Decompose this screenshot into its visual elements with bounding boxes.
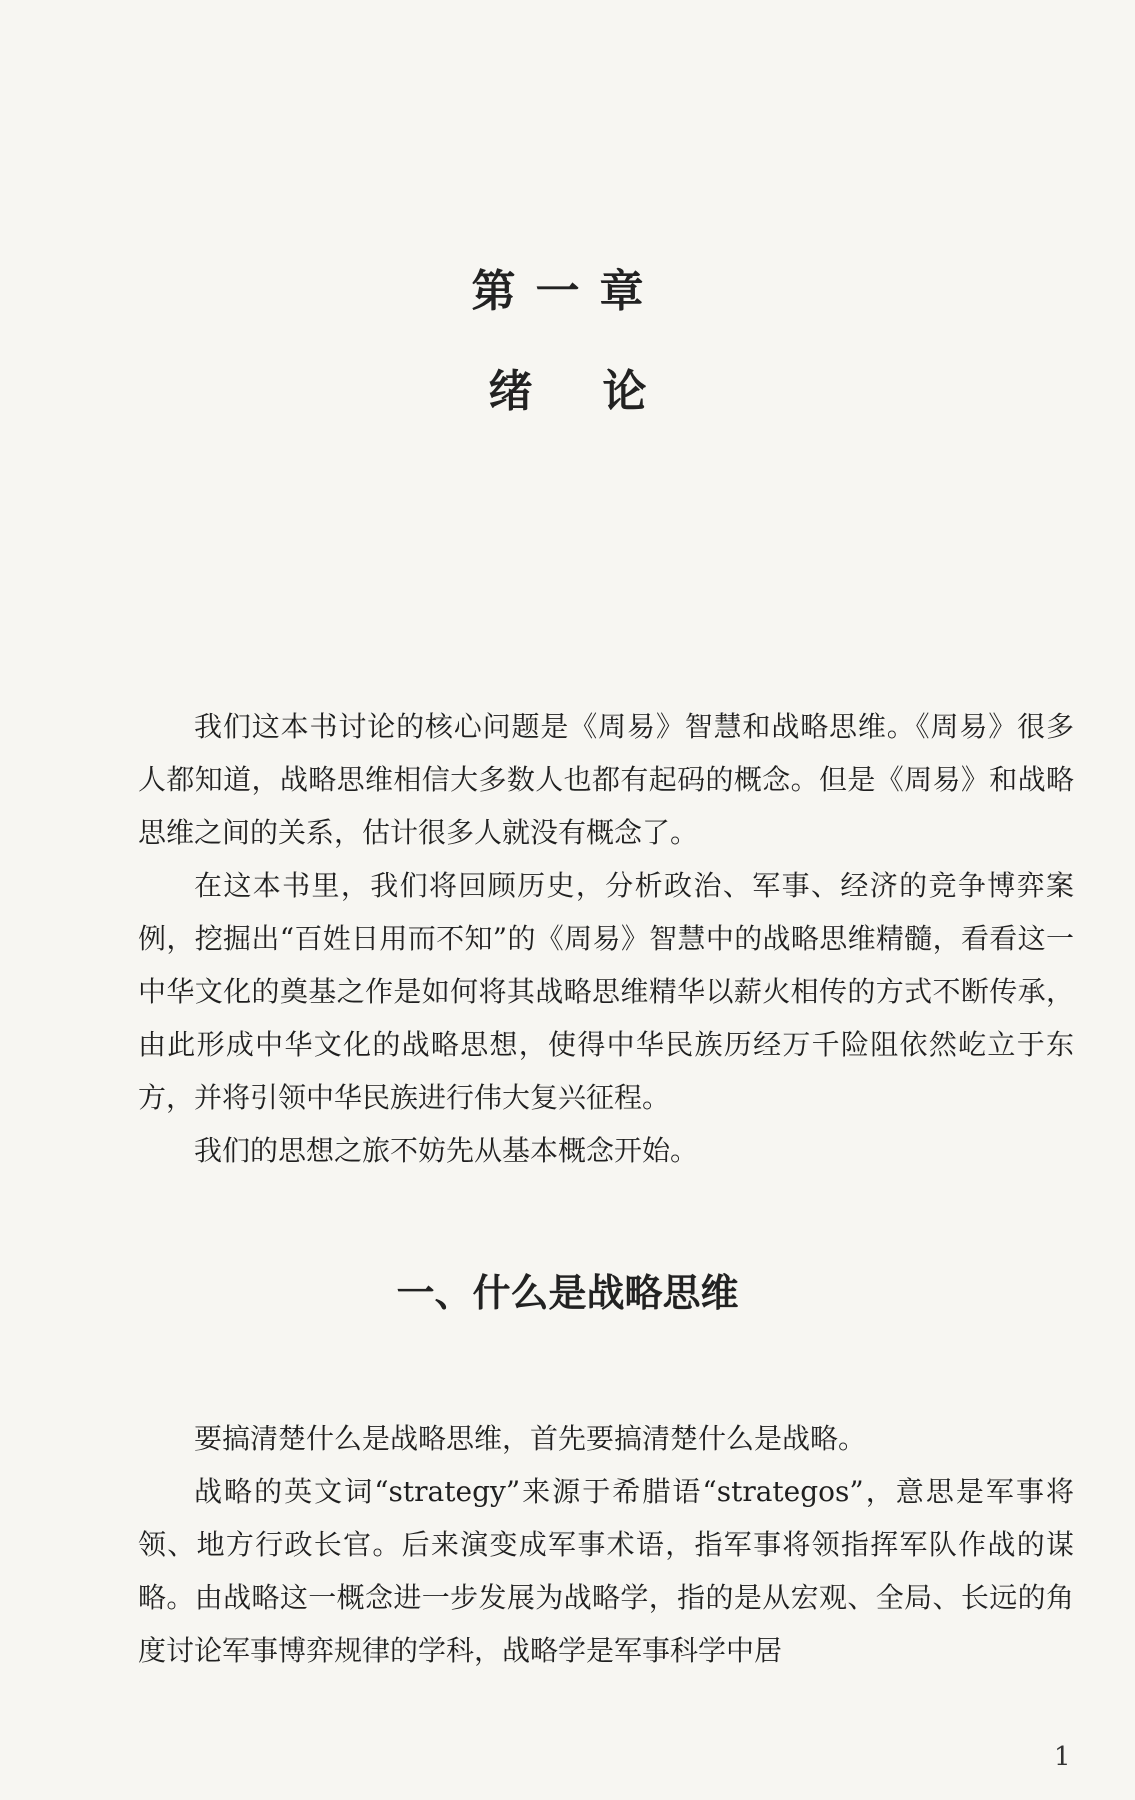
chapter-title: 绪论 <box>488 366 717 417</box>
paragraph: 我们的思想之旅不妨先从基本概念开始。 <box>194 1134 699 1167</box>
section-heading: 一、什么是战略思维 <box>396 1271 739 1315</box>
paragraph: 我们这本书讨论的核心问题是《周易》智慧和战略思维。《周易》很多人都知道，战略思维相信大多数人也都有起码的概念。但是《周易》和战略思维之间的关系，估计很多人就没有概念了。 <box>138 710 1074 849</box>
section-text <box>138 1412 1074 1677</box>
chapter-number: 第一章 <box>471 266 664 317</box>
paragraph: 在这本书里，我们将回顾历史，分析政治、军事、经济的竞争博弈案例，挖掘出“百姓日用而不知”的《周易》智慧中的战略思维精髓，看看这一中华文化的奠基之作是如何将其战略思维精华以薪火相传的方式不断传承，由此形成中华文化的战略思想，使得中华民族历经万千险阻依然屹立于东方，并将引领中华民族进行伟大复兴征程。 <box>138 869 1074 1114</box>
intro-text <box>138 700 1074 1177</box>
paragraph: 战略的英文词“strategy”来源于希腊语“strategos”，意思是军事将领、地方行政长官。后来演变成军事术语，指军事将领指挥军队作战的谋略。由战略这一概念进一步发展为战略学，指的是从宏观、全局、长远的角度讨论军事博弈规律的学科，战略学是军事科学中居 <box>138 1475 1074 1667</box>
paragraph: 要搞清楚什么是战略思维，首先要搞清楚什么是战略。 <box>194 1422 867 1455</box>
page-number: 1 <box>1054 1742 1071 1772</box>
